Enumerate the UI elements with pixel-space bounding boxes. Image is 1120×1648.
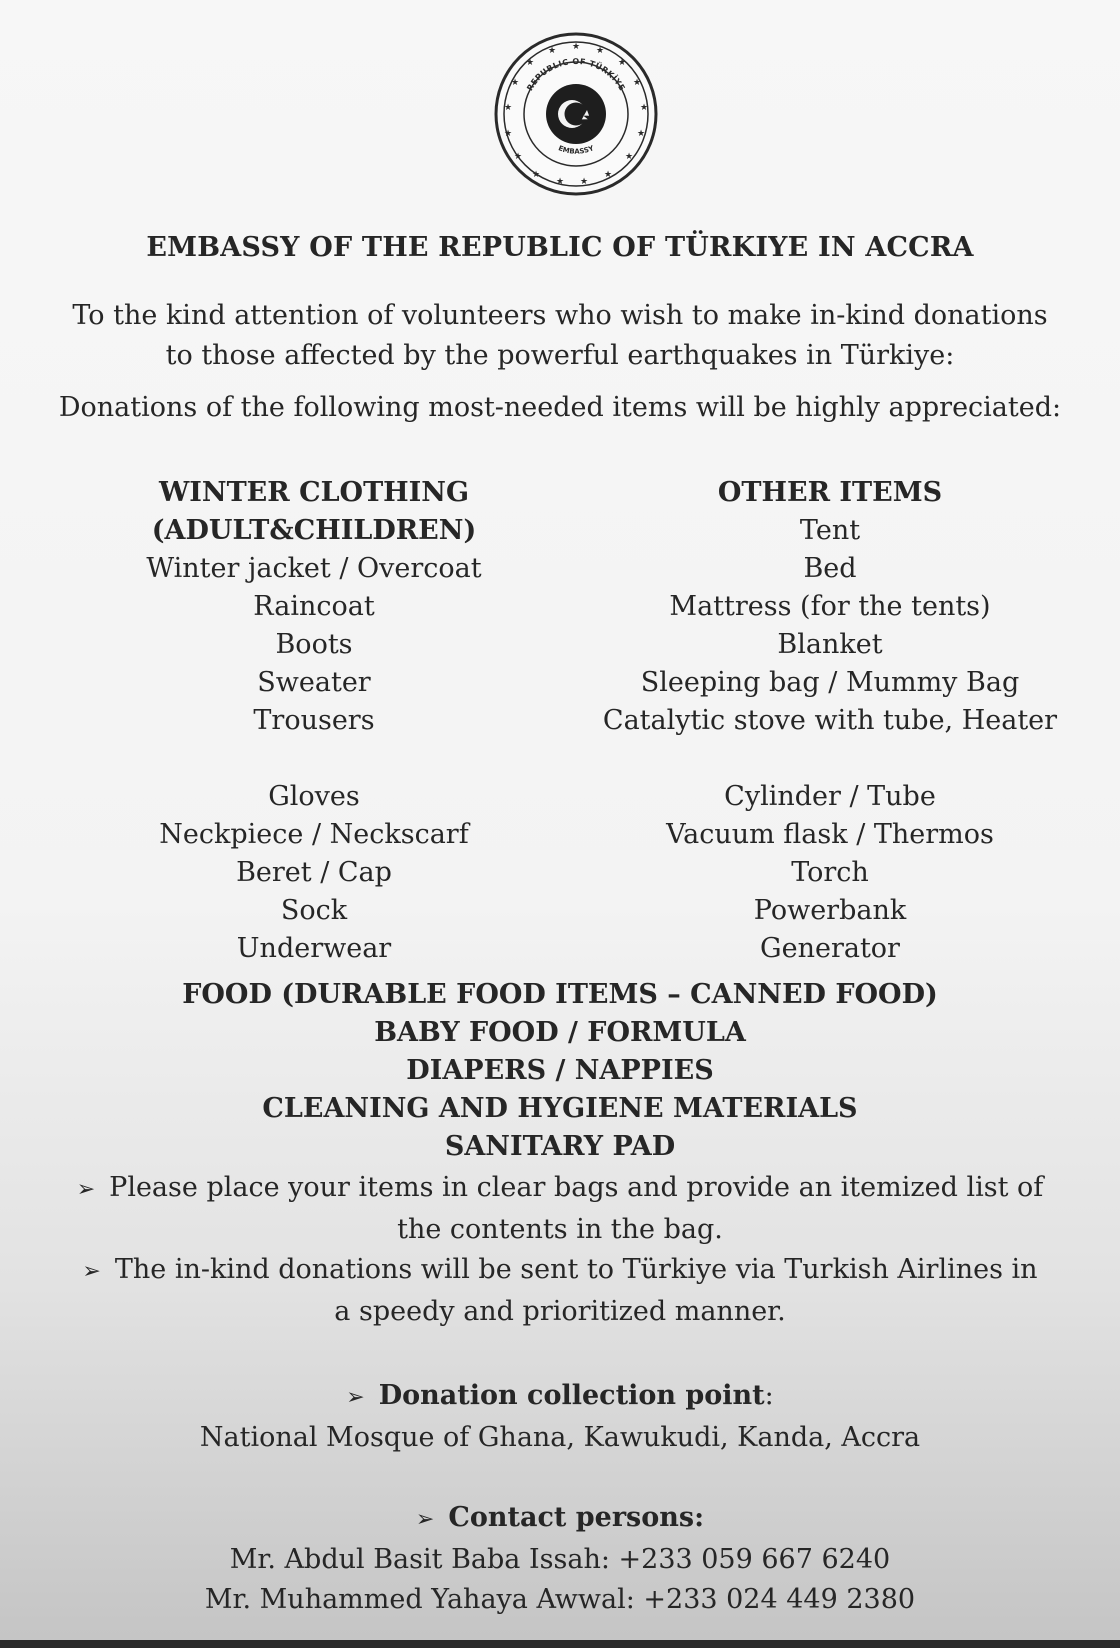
list-item: Vacuum flask / Thermos xyxy=(666,819,994,850)
list-item: Sleeping bag / Mummy Bag xyxy=(640,667,1020,698)
spacer xyxy=(580,740,1080,778)
note-bags xyxy=(0,1168,1120,1250)
contacts-label: Contact persons: xyxy=(448,1502,705,1533)
svg-text:★: ★ xyxy=(595,46,605,56)
svg-text:★: ★ xyxy=(617,58,627,68)
winter-clothing-subheading: (ADULT&CHILDREN) xyxy=(151,515,477,546)
list-item: Beret / Cap xyxy=(236,857,392,888)
svg-text:★: ★ xyxy=(555,177,565,187)
collection-label: Donation collection point xyxy=(378,1380,765,1411)
arrow-bullet-icon: ➢ xyxy=(82,1259,101,1284)
winter-clothing-heading: WINTER CLOTHING xyxy=(158,477,470,508)
arrow-bullet-icon: ➢ xyxy=(346,1385,365,1410)
collection-point xyxy=(0,1376,1120,1458)
list-item: Tent xyxy=(799,515,861,546)
page-title: EMBASSY OF THE REPUBLIC OF TÜRKIYE IN ACCRA xyxy=(146,232,974,263)
note-shipping xyxy=(0,1250,1120,1332)
list-item: Generator xyxy=(760,933,900,964)
seal-bottom-text: EMBASSY xyxy=(557,144,595,156)
list-item: Powerbank xyxy=(753,895,907,926)
svg-text:★: ★ xyxy=(636,129,646,139)
crescent-star-icon xyxy=(546,84,606,144)
svg-text:★: ★ xyxy=(571,42,581,52)
svg-text:★: ★ xyxy=(547,46,557,56)
bold-item: DIAPERS / NAPPIES xyxy=(406,1055,714,1086)
svg-text:★: ★ xyxy=(525,58,535,68)
list-item: Trousers xyxy=(253,705,375,736)
svg-text:★: ★ xyxy=(503,129,513,139)
intro-text xyxy=(0,296,1120,376)
svg-text:★: ★ xyxy=(503,103,513,113)
svg-text:★: ★ xyxy=(639,103,649,113)
collection-address: National Mosque of Ghana, Kawukudi, Kanda, Accra xyxy=(199,1422,921,1453)
embassy-seal-logo xyxy=(492,30,660,198)
svg-text:★: ★ xyxy=(579,177,589,187)
bold-item: BABY FOOD / FORMULA xyxy=(374,1017,746,1048)
note-1-line-1: Please place your items in clear bags and provide an itemized list of xyxy=(109,1172,1044,1203)
contact-persons xyxy=(0,1498,1120,1620)
list-item: Winter jacket / Overcoat xyxy=(146,553,482,584)
list-item: Catalytic stove with tube, Heater xyxy=(602,705,1058,736)
intro-line-2: to those affected by the powerful earthquakes in Türkiye: xyxy=(165,340,955,371)
svg-text:★: ★ xyxy=(513,152,523,162)
list-item: Raincoat xyxy=(253,591,375,622)
list-item: Sock xyxy=(280,895,348,926)
list-item: Boots xyxy=(275,629,353,660)
winter-clothing-column xyxy=(114,474,514,968)
other-items-column xyxy=(580,474,1080,968)
svg-text:★: ★ xyxy=(510,78,520,88)
seal-top-text: REPUBLIC OF TÜRKİYE xyxy=(525,57,627,93)
list-item: Gloves xyxy=(268,781,360,812)
note-2-line-1: The in-kind donations will be sent to Türkiye via Turkish Airlines in xyxy=(114,1254,1038,1285)
list-item: Cylinder / Tube xyxy=(724,781,936,812)
intro-line-3: Donations of the following most-needed items will be highly appreciated: xyxy=(58,392,1062,423)
list-item: Underwear xyxy=(236,933,392,964)
svg-text:★: ★ xyxy=(632,78,642,88)
note-1-line-2: the contents in the bag. xyxy=(397,1214,723,1245)
bold-item: CLEANING AND HYGIENE MATERIALS xyxy=(262,1093,858,1124)
bold-items-list xyxy=(0,976,1120,1166)
contact-person-1: Mr. Abdul Basit Baba Issah: +233 059 667 6240 xyxy=(229,1544,891,1575)
list-item: Neckpiece / Neckscarf xyxy=(159,819,469,850)
list-item: Blanket xyxy=(777,629,883,660)
svg-text:★: ★ xyxy=(531,170,541,180)
collection-colon: : xyxy=(764,1380,774,1411)
spacer xyxy=(114,740,514,778)
svg-text:★: ★ xyxy=(603,170,613,180)
bottom-edge-bar xyxy=(0,1640,1120,1648)
bold-item: SANITARY PAD xyxy=(444,1131,676,1162)
list-item: Bed xyxy=(803,553,857,584)
list-item: Sweater xyxy=(257,667,371,698)
svg-text:★: ★ xyxy=(624,152,634,162)
arrow-bullet-icon: ➢ xyxy=(76,1177,96,1202)
intro-line-1: To the kind attention of volunteers who wish to make in-kind donations xyxy=(72,300,1048,331)
contact-person-2: Mr. Muhammed Yahaya Awwal: +233 024 449 2380 xyxy=(204,1584,916,1615)
bold-item: FOOD (DURABLE FOOD ITEMS – CANNED FOOD) xyxy=(182,979,938,1010)
arrow-bullet-icon: ➢ xyxy=(415,1507,435,1532)
other-items-heading: OTHER ITEMS xyxy=(717,477,943,508)
list-item: Mattress (for the tents) xyxy=(669,591,991,622)
note-2-line-2: a speedy and prioritized manner. xyxy=(334,1296,786,1327)
list-item: Torch xyxy=(791,857,869,888)
